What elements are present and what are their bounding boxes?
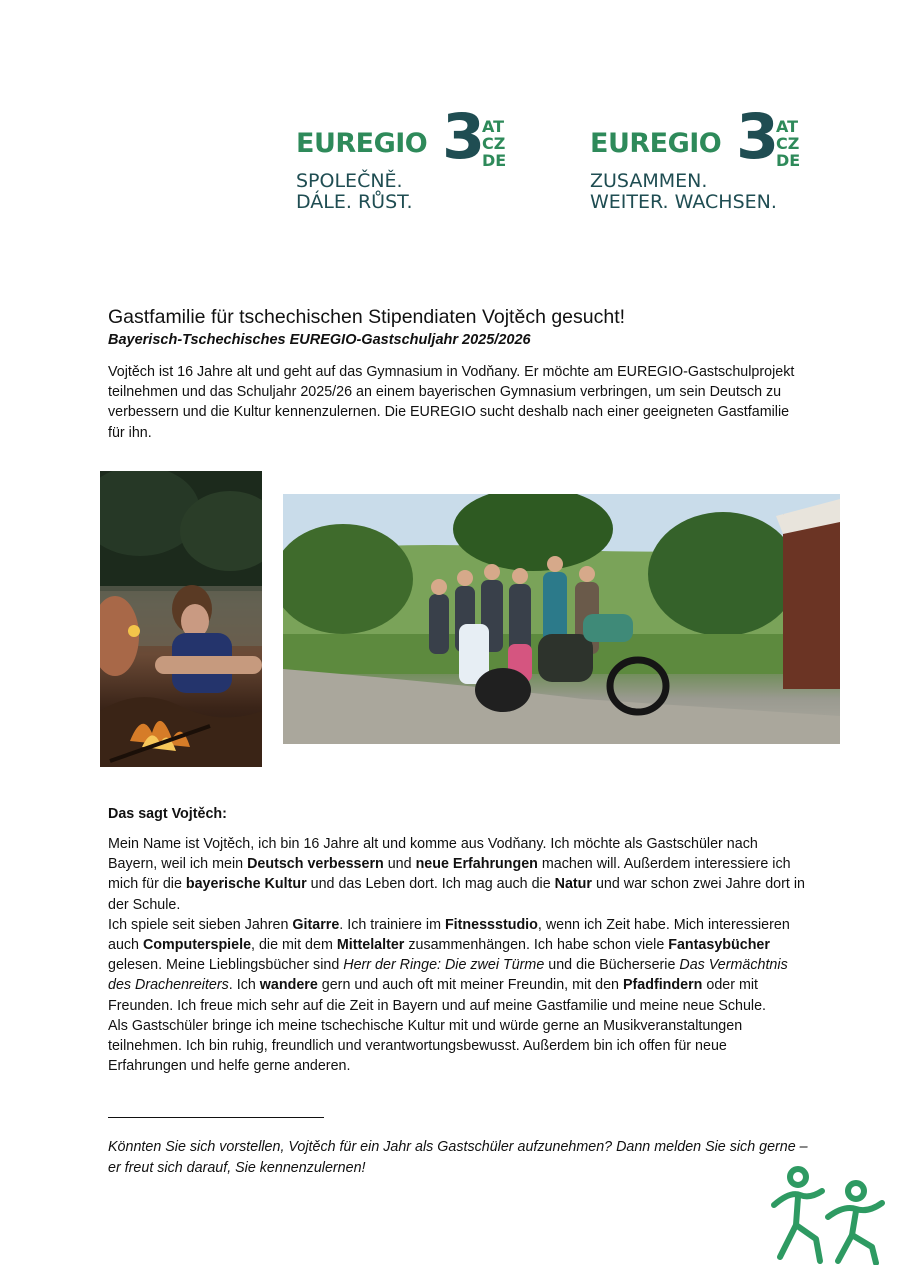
logo-tagline [296,171,413,213]
text-run: , wenn ich Zeit habe. Mich interessieren auch [108,916,790,954]
text-run: . Ich [228,977,260,994]
divider-line [108,1117,324,1118]
logo-code-at: AT [776,117,799,136]
text-run: gern und auch oft mit meiner Freundin, mit den [317,977,623,994]
emphasis-bold: Deutsch verbessern [247,856,384,873]
book-title: Herr der Ringe: Die zwei Türme [343,957,545,974]
campfire-photo-art [100,471,262,767]
emphasis-bold: wandere [259,977,318,994]
logo-country-codes [482,118,506,169]
emphasis-bold: Fantasybücher [668,937,770,954]
statement-paragraph [108,834,808,915]
emphasis-bold: bayerische Kultur [185,876,307,893]
text-run: , die mit dem [251,937,337,954]
text-run: und das Leben dort. Ich mag auch die [306,876,555,893]
logo-tagline-line: SPOLEČNĚ. [296,170,403,192]
emphasis-bold: Computerspiele [142,937,252,954]
logo-tagline-line: DÁLE. RŮST. [296,191,413,213]
logo-wordmark: EUREGIO [590,128,722,159]
statement-body [108,834,808,1076]
text-run: . Ich trainiere im [339,916,445,933]
emphasis-bold: Mittelalter [336,937,405,954]
section-heading: Das sagt Vojtěch: [108,806,227,822]
logo-code-cz: CZ [776,134,800,153]
text-run: und [383,856,416,873]
logo-tagline [590,171,777,213]
text-run: oder mit Freunden. Ich freue mich sehr auf die Zeit in Bayern und auf meine Gastfamilie und meine neue Schule. [108,977,767,1014]
text-run: Ich spiele seit sieben Jahren [108,916,293,933]
logo-code-de: DE [482,151,507,170]
logo-wordmark: EUREGIO [296,128,428,159]
logo-number: 3 [442,100,486,173]
emphasis-bold: Natur [554,876,592,893]
emphasis-bold: Gitarre [292,916,340,933]
text-run: machen will. Außerdem interessiere ich mich für die [108,856,791,893]
emphasis-bold: Fitnessstudio [444,916,538,933]
text-run: zusammenhängen. Ich habe schon viele [404,937,669,954]
page-title: Gastfamilie für tschechischen Stipendiaten Vojtěch gesucht! [108,306,626,328]
logo-tagline-line: ZUSAMMEN. [590,170,708,192]
intro-paragraph: Vojtěch ist 16 Jahre alt und geht auf das Gymnasium in Vodňany. Er möchte am EUREGIO-Gastschulprojekt teilnehmen und das Schuljahr 2025/26 an einem bayerischen Gymnasium verbringen, um sein Deutsch zu verbessern und die Kultur kennenzulernen. Die EUREGIO sucht deshalb nach einer geeigneten Gastfamilie für ihn. [108,364,795,441]
logo-code-at: AT [482,117,505,136]
text-run: Mein Name ist Vojtěch, ich bin 16 Jahre alt und komme aus Vodňany. Ich möchte als Gastschüler nach Bayern, weil ich mein [108,836,758,873]
euregio-logo-cz [296,100,526,218]
euregio-logo-de [590,100,820,218]
family-group-photo [283,494,840,744]
closing-question: Könnten Sie sich vorstellen, Vojtěch für ein Jahr als Gastschüler aufzunehmen? Dann melden Sie sich gerne – er freut sich darauf, Sie kennenzulernen! [108,1139,808,1176]
logo-code-de: DE [776,151,801,170]
logo-number: 3 [736,100,780,173]
campfire-photo [100,471,262,767]
family-group-photo-art [283,494,840,744]
statement-paragraph [108,1016,808,1077]
euregio-figures-icon [768,1165,886,1265]
logo-code-cz: CZ [482,134,506,153]
text-run: gelesen. Meine Lieblingsbücher sind [108,957,344,974]
text-run: und die Bücherserie [544,957,680,974]
logo-tagline-line: WEITER. WACHSEN. [590,191,777,213]
book-title: Das Vermächtnis des Drachenreiters [108,957,788,994]
emphasis-bold: Pfadfindern [622,977,703,994]
logo-country-codes [776,118,800,169]
page-subtitle: Bayerisch-Tschechisches EUREGIO-Gastschuljahr 2025/2026 [108,332,531,348]
statement-paragraph [108,915,808,1016]
text-run: Als Gastschüler bringe ich meine tschechische Kultur mit und würde gerne an Musikveranstaltungen teilnehmen. Ich bin ruhig, freundlich und verantwortungsbewusst. Außerdem bin ich offen für neue Erfahrungen und helfe gerne anderen. [108,1017,743,1075]
text-run: und war schon zwei Jahre dort in der Schule. [108,876,805,913]
emphasis-bold: neue Erfahrungen [415,856,538,873]
